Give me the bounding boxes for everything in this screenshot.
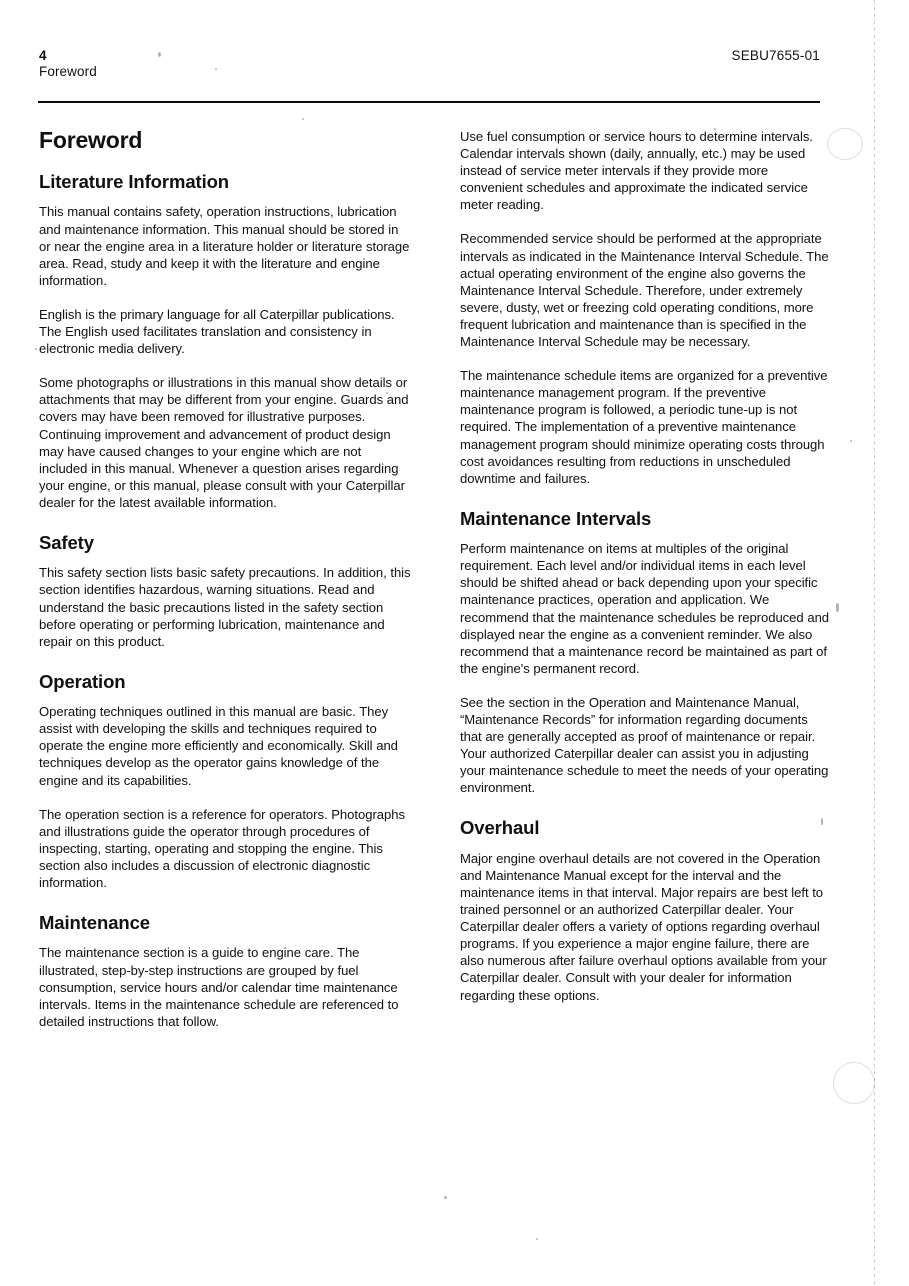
body-paragraph: Operating techniques outlined in this manual are basic. They assist with developing the skills and techniques required to operate the engine more efficiently and economically. Skill and techniques develop as the operator gains knowledge of the engine and its capabilities. — [39, 704, 398, 788]
page-title: Foreword — [39, 127, 143, 153]
publication-id: SEBU7655-01 — [731, 48, 820, 63]
body-paragraph: The maintenance section is a guide to engine care. The illustrated, step-by-step instructions are grouped by fuel consumption, service hours and/or calendar time maintenance intervals. Items in the maintenance schedule are referenced to detailed instructions that follow. — [39, 945, 399, 1029]
running-head-section-name: Foreword — [39, 64, 97, 79]
scan-smudge — [827, 128, 863, 160]
section-heading: Literature Information — [39, 171, 230, 193]
body-paragraph: Some photographs or illustrations in this manual show details or attachments that may be different from your engine. Guards and covers may have been removed for illustrative purposes. Continuing improvement and advancement of product design may have caused changes to your engine which are not included in this manual. Whenever a question arises regarding your engine, or this manual, please consult with your Caterpillar dealer for the latest available information. — [39, 375, 409, 510]
scan-speck — [158, 52, 161, 57]
column-left-blocks — [39, 172, 411, 1030]
section-heading: Safety — [39, 531, 94, 553]
column-left — [39, 128, 411, 1030]
scan-speck — [302, 118, 304, 120]
body-paragraph: Perform maintenance on items at multiples of the original requirement. Each level and/or individual items in each level should be shifted ahead or back depending upon your specific maintenance practices, operation and application. We recommend that the maintenance schedules be reproduced and displayed near the engine as a convenient reminder. We also recommend that a maintenance record be maintained as part of the engine's permanent record. — [460, 541, 830, 676]
body-paragraph: See the section in the Operation and Maintenance Manual, “Maintenance Records” for information regarding documents that are generally accepted as proof of maintenance or repair. Your authorized Caterpillar dealer can assist you in adjusting your maintenance schedule to meet the needs of your operating environment. — [460, 694, 829, 796]
body-paragraph: This manual contains safety, operation instructions, lubrication and maintenance information. This manual should be stored in or near the engine area in a literature holder or literature storage area. Read, study and keep it with the literature and engine information. — [39, 204, 410, 288]
scan-speck — [836, 603, 839, 612]
running-head — [39, 48, 820, 82]
body-paragraph: The maintenance schedule items are organized for a preventive maintenance management program. If the preventive maintenance program is followed, a periodic tune-up is not required. The implementation of a preventive maintenance management program should minimize operating costs through cost avoidances resulting from reductions in unscheduled downtime and failures. — [460, 368, 828, 486]
body-paragraph: This safety section lists basic safety precautions. In addition, this section identifies hazardous, warning situations. Read and understand the basic precautions listed in the safety section before operating or performing lubrication, maintenance and repair on this product. — [39, 565, 411, 649]
section-heading: Maintenance Intervals — [460, 507, 652, 529]
body-paragraph: Major engine overhaul details are not covered in the Operation and Maintenance Manual except for the interval and the maintenance items in that interval. Major repairs are best left to trained personnel or an authorized Caterpillar dealer. Your Caterpillar dealer offers a variety of options regarding overhaul programs. If you experience a major engine failure, there are also numerous after failure overhaul options available from your Caterpillar dealer. Consult with your dealer for information regarding these options. — [460, 850, 827, 1003]
column-right-blocks — [460, 128, 832, 1004]
scan-edge-artifact — [874, 0, 875, 1286]
scan-speck — [821, 818, 823, 825]
body-paragraph: Use fuel consumption or service hours to determine intervals. Calendar intervals shown (daily, annually, etc.) may be used instead of service meter intervals if they provide more convenient schedules and approximate the indicated service meter reading. — [460, 129, 813, 213]
running-head-left — [39, 48, 97, 79]
scan-speck — [35, 348, 37, 350]
column-right — [460, 128, 832, 1004]
body-paragraph: Recommended service should be performed at the appropriate intervals as indicated in the Maintenance Interval Schedule. The actual operating environment of the engine also governs the Maintenance Interval Schedule. Therefore, under extremely severe, dusty, wet or freezing cold operating conditions, more frequent lubrication and maintenance than is specified in the Maintenance Interval Schedule may be necessary. — [460, 231, 829, 350]
header-rule — [38, 101, 820, 103]
body-paragraph: The operation section is a reference for operators. Photographs and illustrations guide the operator through procedures of inspecting, starting, operating and stopping the engine. This section also includes a discussion of electronic diagnostic information. — [39, 806, 405, 890]
scan-speck — [714, 128, 716, 130]
scan-speck — [536, 1238, 538, 1240]
page-number: 4 — [39, 48, 47, 63]
scan-speck — [386, 392, 388, 394]
section-heading: Overhaul — [460, 817, 540, 839]
scan-speck — [444, 1196, 447, 1199]
scan-speck — [850, 440, 852, 442]
scan-smudge — [833, 1062, 875, 1104]
section-heading: Maintenance — [39, 912, 150, 934]
body-paragraph: English is the primary language for all Caterpillar publications. The English used facilitates translation and consistency in electronic media delivery. — [39, 306, 395, 357]
scan-speck — [215, 68, 217, 70]
section-heading: Operation — [39, 670, 126, 692]
